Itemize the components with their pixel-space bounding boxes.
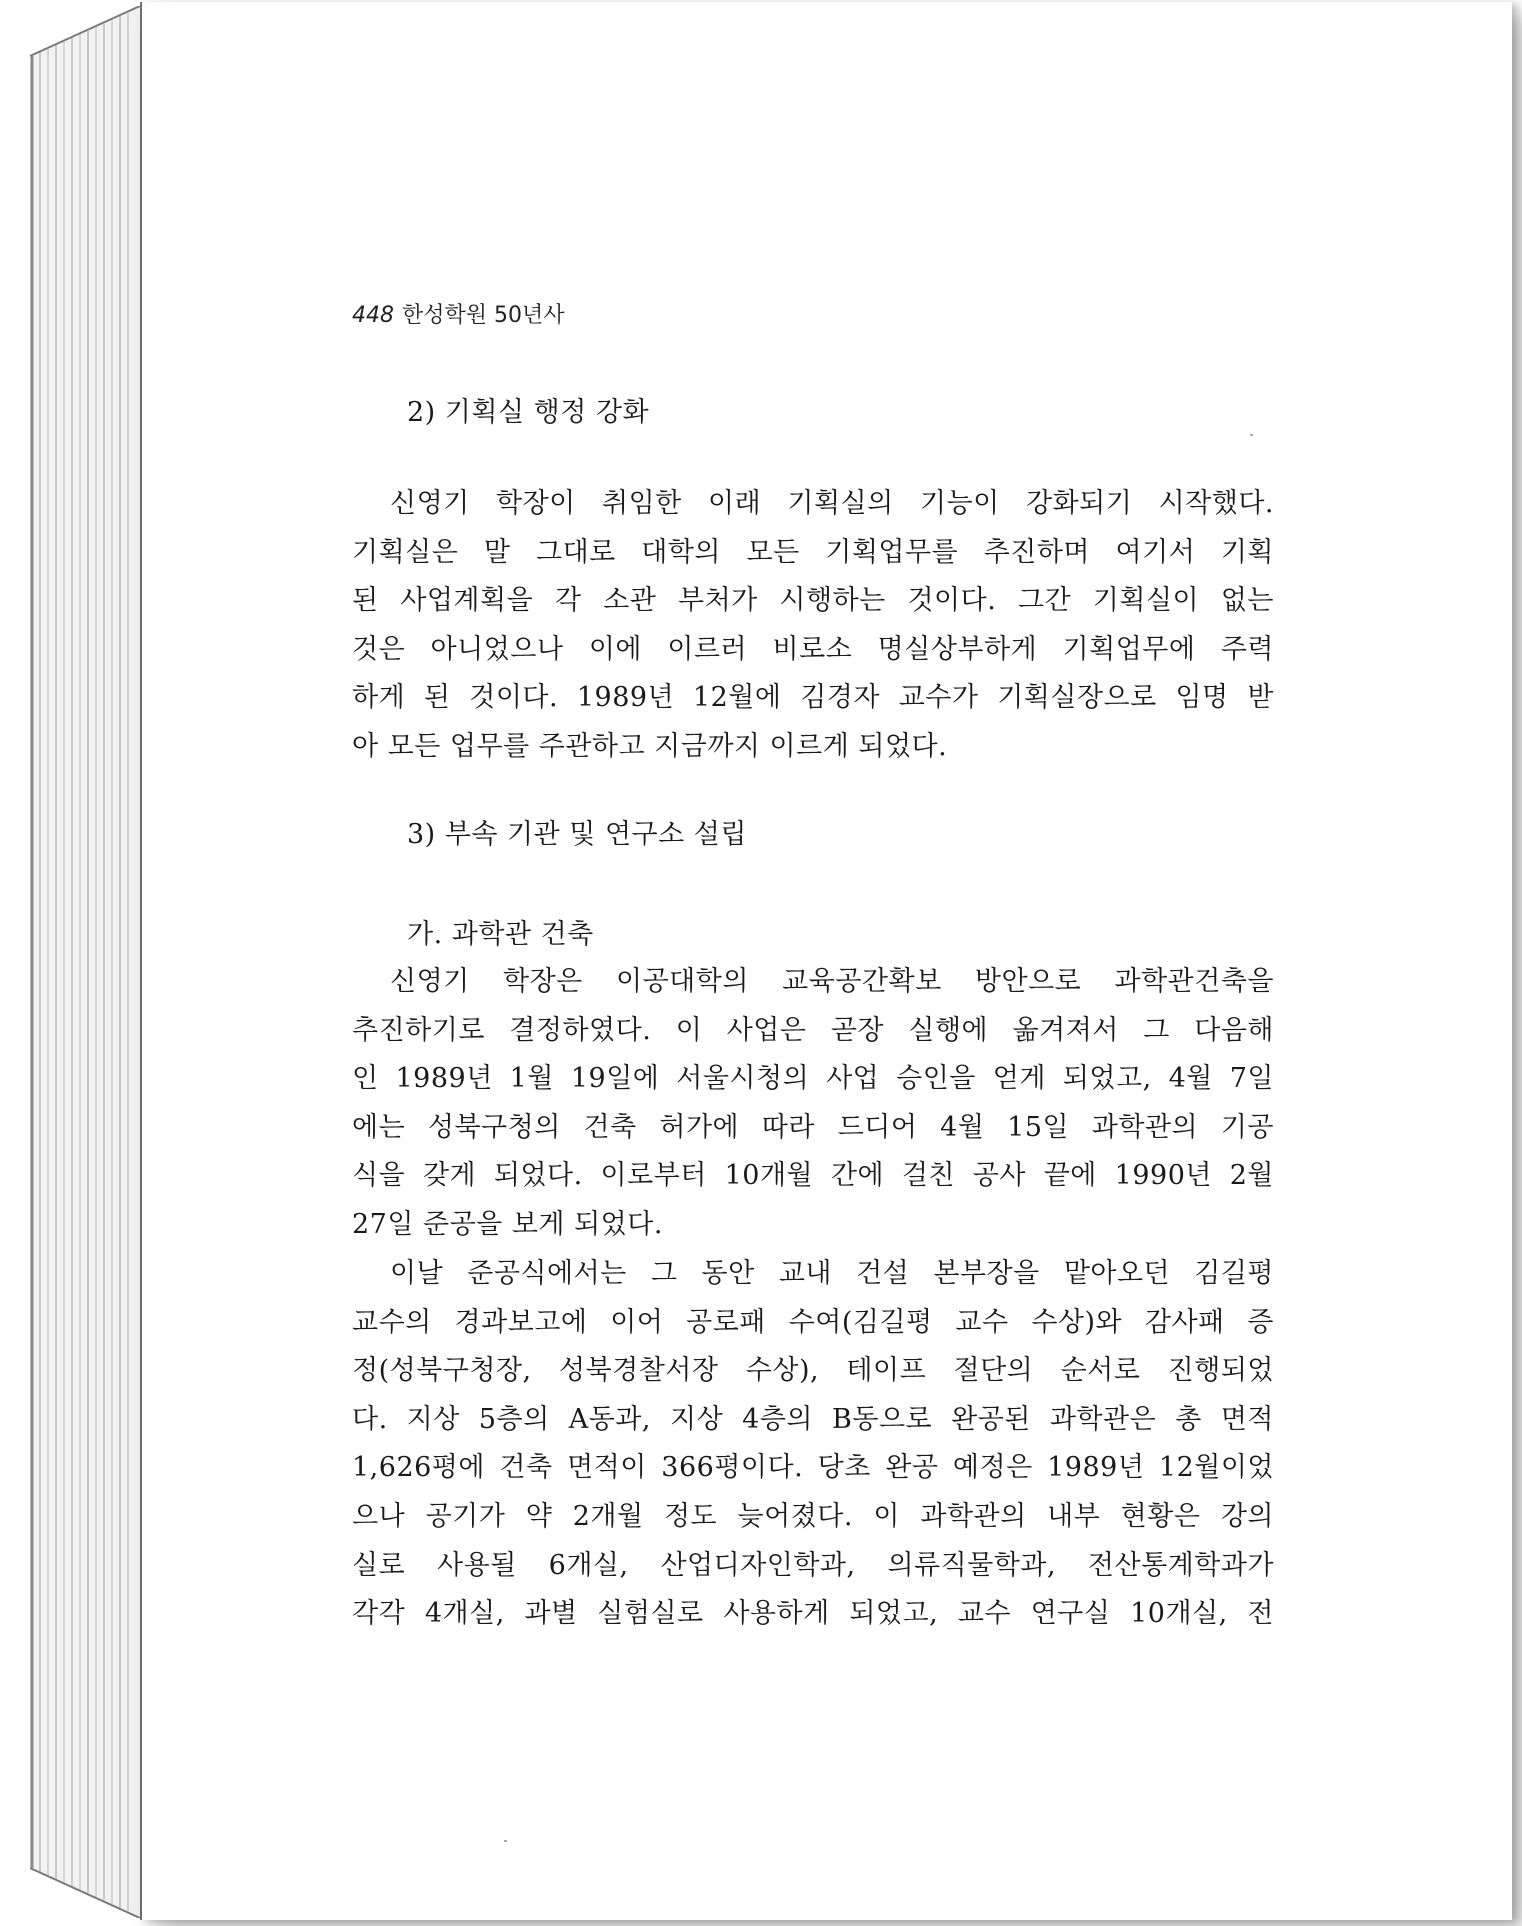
paragraph-line: 기획실은 말 그대로 대학의 모든 기획업무를 추진하며 여기서 기획 bbox=[352, 536, 1274, 568]
book-page bbox=[140, 2, 1512, 1920]
paragraph-line: 각각 4개실, 과별 실험실로 사용하게 되었고, 교수 연구실 10개실, 전 bbox=[352, 1598, 1274, 1630]
paragraph-line: 된 사업계획을 각 소관 부처가 시행하는 것이다. 그간 기획실이 없는 bbox=[352, 585, 1274, 617]
page-number: 448 bbox=[352, 303, 394, 328]
paragraph-line: 것은 아니었으나 이에 이르러 비로소 명실상부하게 기획업무에 주력 bbox=[352, 633, 1274, 665]
paragraph-completion-ceremony bbox=[352, 1250, 1274, 1639]
paragraph-line: 교수의 경과보고에 이어 공로패 수여(김길평 교수 수상)와 감사패 증 bbox=[352, 1306, 1274, 1338]
paragraph-line: 신영기 학장은 이공대학의 교육공간확보 방안으로 과학관건축을 bbox=[390, 966, 1274, 997]
paragraph-line: 으나 공기가 약 2개월 정도 늦어졌다. 이 과학관의 내부 현황은 강의 bbox=[352, 1500, 1274, 1532]
section-heading-planning-office: 2) 기획실 행정 강화 bbox=[407, 397, 650, 428]
running-header bbox=[352, 298, 565, 329]
paragraph-line: 이날 준공식에서는 그 동안 교내 건설 본부장을 맡아오던 김길평 bbox=[390, 1258, 1274, 1289]
paragraph-line: 하게 된 것이다. 1989년 12월에 김경자 교수가 기획실장으로 임명 받 bbox=[352, 682, 1274, 714]
paragraph-planning-office bbox=[352, 480, 1274, 772]
paragraph-line: 신영기 학장이 취임한 이래 기획실의 기능이 강화되기 시작했다. bbox=[390, 488, 1274, 519]
paragraph-line: 다. 지상 5층의 A동과, 지상 4층의 B동으로 완공된 과학관은 총 면적 bbox=[352, 1403, 1274, 1435]
subsection-heading-science-hall: 가. 과학관 건축 bbox=[407, 919, 594, 950]
book-page-edges bbox=[30, 6, 150, 1918]
paragraph-line: 아 모든 업무를 주관하고 지금까지 이르게 되었다. bbox=[352, 730, 948, 762]
paragraph-line: 에는 성북구청의 건축 허가에 따라 드디어 4월 15일 과학관의 기공 bbox=[352, 1111, 1274, 1143]
scan-speck bbox=[1250, 434, 1253, 436]
paragraph-line: 27일 준공을 보게 되었다. bbox=[352, 1208, 663, 1240]
section-heading-affiliated-institutions: 3) 부속 기관 및 연구소 설립 bbox=[407, 819, 747, 850]
paragraph-line: 1,626평에 건축 면적이 366평이다. 당초 완공 예정은 1989년 12월이었 bbox=[352, 1452, 1274, 1484]
paragraph-line: 추진하기로 결정하였다. 이 사업은 곧장 실행에 옮겨져서 그 다음해 bbox=[352, 1014, 1274, 1046]
scan-speck bbox=[504, 1840, 507, 1842]
paragraph-line: 식을 갖게 되었다. 이로부터 10개월 간에 걸친 공사 끝에 1990년 2월 bbox=[352, 1160, 1274, 1192]
paragraph-line: 정(성북구청장, 성북경찰서장 수상), 테이프 절단의 순서로 진행되었 bbox=[352, 1355, 1274, 1387]
book-title: 한성학원 50년사 bbox=[402, 303, 565, 328]
paragraph-science-hall-construction bbox=[352, 958, 1274, 1250]
paragraph-line: 실로 사용될 6개실, 산업디자인학과, 의류직물학과, 전산통계학과가 bbox=[352, 1549, 1274, 1581]
paragraph-line: 인 1989년 1월 19일에 서울시청의 사업 승인을 얻게 되었고, 4월 7일 bbox=[352, 1063, 1274, 1095]
